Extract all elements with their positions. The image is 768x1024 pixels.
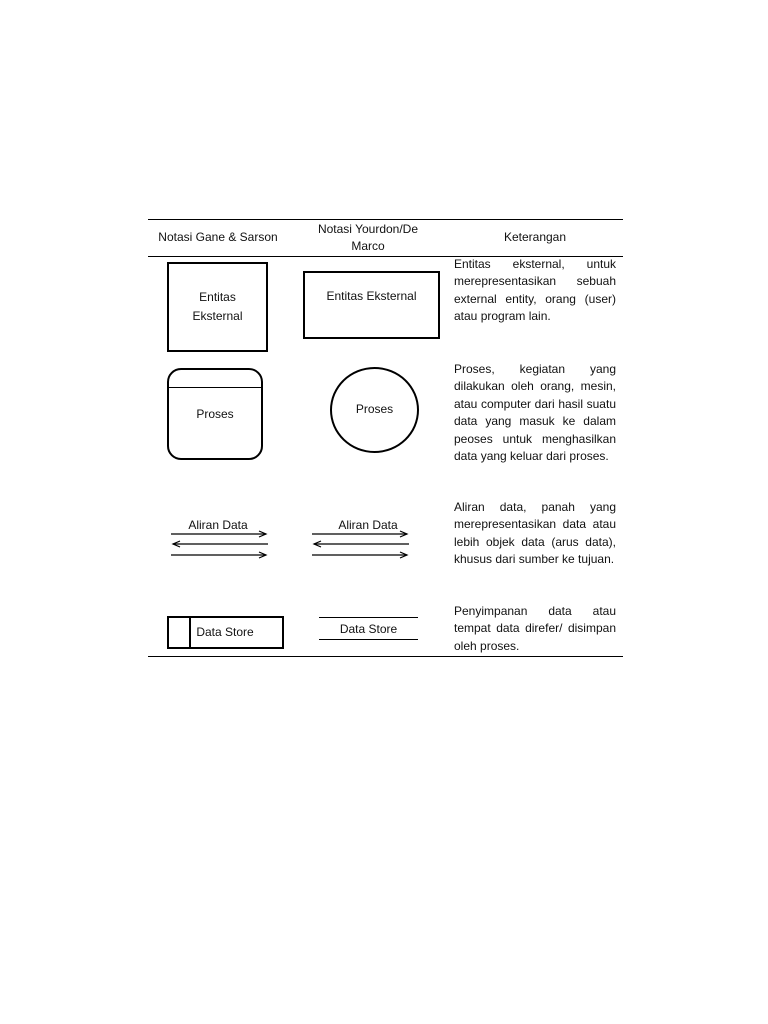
description-data-flow: Aliran data, panah yang merepresentasikan data atau lebih objek data (arus data), khusus dari sumber ke tujuan.	[454, 500, 616, 567]
description-external-entity: Entitas eksternal, untuk merepresentasikan sebuah external entity, orang (user) atau program lain.	[454, 257, 616, 324]
gane-process-label: Proses	[196, 407, 234, 421]
yourdon-external-entity-label: Entitas Eksternal	[326, 289, 417, 303]
description-process: Proses, kegiatan yang dilakukan oleh orang, mesin, atau computer dari hasil suatu data yang masuk ke dalam peoses untuk menghasilkan data yang keluar dari proses.	[454, 362, 616, 464]
header-gane-sarson: Notasi Gane & Sarson	[158, 230, 278, 244]
gane-external-entity-box	[167, 262, 268, 352]
table-bottom-rule	[148, 656, 623, 657]
gane-process-divider	[169, 387, 261, 388]
gane-data-store-label: Data Store	[196, 625, 254, 639]
yourdon-data-flow-label: Aliran Data	[338, 518, 398, 532]
gane-data-flow-arrows	[171, 531, 271, 561]
yourdon-process-label: Proses	[355, 402, 394, 416]
table-top-rule	[148, 219, 623, 220]
yourdon-data-store-bottom-line	[319, 639, 418, 640]
gane-data-flow-label: Aliran Data	[188, 518, 248, 532]
header-yourdon-demarco: Notasi Yourdon/De Marco	[317, 222, 419, 253]
header-keterangan: Keterangan	[503, 230, 567, 244]
yourdon-data-flow-arrows	[312, 531, 412, 561]
yourdon-external-entity-box	[303, 271, 440, 339]
yourdon-data-store-top-line	[319, 617, 418, 618]
description-data-store: Penyimpanan data atau tempat data direfer/ disimpan oleh proses.	[454, 604, 616, 653]
gane-external-entity-label: Entitas Eksternal	[192, 290, 243, 323]
yourdon-data-store-label: Data Store	[339, 622, 398, 636]
